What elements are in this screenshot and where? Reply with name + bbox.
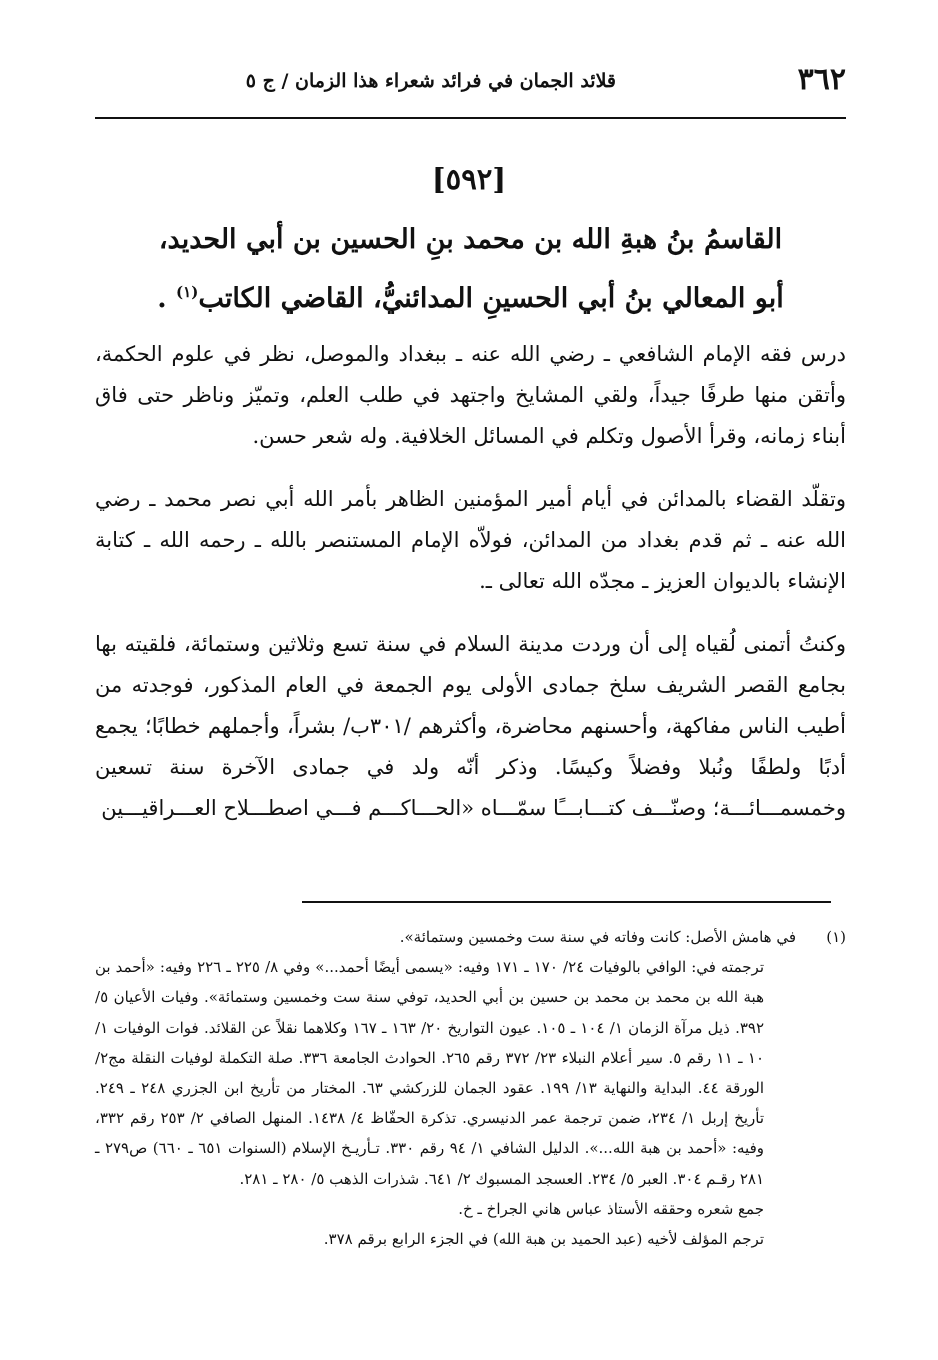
entry-title-end: . (157, 283, 177, 314)
page-header (95, 62, 846, 106)
header-rule (95, 117, 846, 119)
entry-title-line-2-text: أبو المعالي بنُ أبي الحسينِ المدائنيُّ، القاضي الكاتب (198, 283, 784, 314)
page-number: ٣٦٢ (797, 62, 846, 97)
paragraph: وتقلّد القضاء بالمدائن في أيام أمير المؤمنين الظاهر بأمر الله أبي نصر محمد ـ رضي الله عنه ـ ثم قدم بغداد من المدائن، فولاّه الإمام المستنصر بالله ـ رحمه الله ـ كتابة الإنشاء بالديوان العزيز ـ مجدّه الله تعالى ـ. (95, 487, 846, 593)
entry-title (95, 214, 846, 325)
entry-number: [٥٩٢] (431, 162, 507, 196)
footnote-line: في هامش الأصل: كانت وفاته في سنة ست وخمسين وستمائة». (399, 928, 796, 946)
entry-title-line-2 (95, 266, 846, 325)
running-title: قلائد الجمان في فرائد شعراء هذا الزمان / ج ٥ (245, 70, 616, 92)
footnote-marker: (١) (826, 928, 846, 946)
paragraph: وكنتُ أتمنى لُقياه إلى أن وردت مدينة السلام في سنة تسع وثلاثين وستمائة، فلقيته بها بجامع القصر الشريف سلخ جمادى الأولى يوم الجمعة في العام المذكور، فوجدته من أطيب الناس مفاكهة، وأحسنهم محاضرة، وأكثرهم /٣٠١ب/ بشراً، وأجملهم خطابًا؛ يجمع أدبًا ولطفًا ونُبلا وفضلاً وكيسًا. وذكر أنّه ولد في جمادى الآخرة سنة تسعين وخمسمـــائـــة؛ وصنّـــف كتـــابـــًا سمّـــاه «الحـــاكـــم فـــي اصطـــلاح العـــراقيـــين (95, 632, 846, 820)
entry-title-line-1: القاسمُ بنُ هبةِ الله بن محمد بنِ الحسين بن أبي الحديد، (158, 224, 783, 255)
footnote-reference[interactable]: (١) (176, 283, 199, 301)
footnotes (95, 922, 846, 1254)
paragraph: درس فقه الإمام الشافعي ـ رضي الله عنه ـ ببغداد والموصل، نظر في علوم الحكمة، وأتقن منها طرفًا جيداً، ولقي المشايخ واجتهد في طلب العلم، وتميّز وناظر حتى فاق أبناء زمانه، وقرأ الأصول وتكلم في المسائل الخلافية. وله شعر حسن. (95, 342, 846, 448)
footnote-separator (302, 901, 831, 903)
body-text (95, 334, 846, 851)
footnote-line: ترجمته في: الوافي بالوفيات ٢٤/ ١٧٠ ـ ١٧١ وفيه: «يسمى أيضًا أحمد...» وفي ٨/ ٢٢٥ ـ ٢٢٦ وفيه: «أحمد بن هبة الله بن محمد بن محمد بن حسين بن أبي الحديد، توفي سنة ست وخمسين وستمائة». وفيات الأعيان ٥/ ٣٩٢. ذيل مرآة الزمان ١/ ١٠٤ ـ ١٠٥. عيون التواريخ ٢٠/ ١٦٣ ـ ١٦٧ وكلاهما نقلاً عن القلائد. فوات الوفيات ١/ ١٠ ـ ١١ رقم ٥. سير أعلام النبلاء ٢٣/ ٣٧٢ رقم ٢٦٥. الحوادث الجامعة ٣٣٦. صلة التكملة لوفيات النقلة مج٢/ الورقة ٤٤. البداية والنهاية ١٣/ ١٩٩. عقود الجمان للزركشي ٦٣. المختار من تأريخ ابن الجزري ٢٤٨ ـ ٢٤٩. تأريخ إربل ١/ ٢٣٤، ضمن ترجمة عمر الدنيسري. تذكرة الحفّاظ ٤/ ١٤٣٨. المنهل الصافي ٢/ ٢٥٣ رقم ٣٣٢، وفيه: «أحمد بن هبة الله...». الدليل الشافي ١/ ٩٤ رقم ٣٣٠. تـأريـخ الإسلام (السنوات ٦٥١ ـ ٦٦٠) ص٢٧٩ ـ ٢٨١ رقـم ٣٠٤. العبر ٥/ ٢٣٤. العسجد المسبوك ٢/ ٦٤١. شذرات الذهب ٥/ ٢٨٠ ـ ٢٨١. (95, 958, 765, 1188)
footnote-line: جمع شعره وحققه الأستاذ عباس هاني الجراخ ـ خ. (458, 1199, 764, 1218)
footnote-line: ترجم المؤلف لأخيه (عبد الحميد بن هبة الله) في الجزء الرابع برقم ٣٧٨. (323, 1230, 764, 1249)
footnote-body (95, 922, 796, 1254)
